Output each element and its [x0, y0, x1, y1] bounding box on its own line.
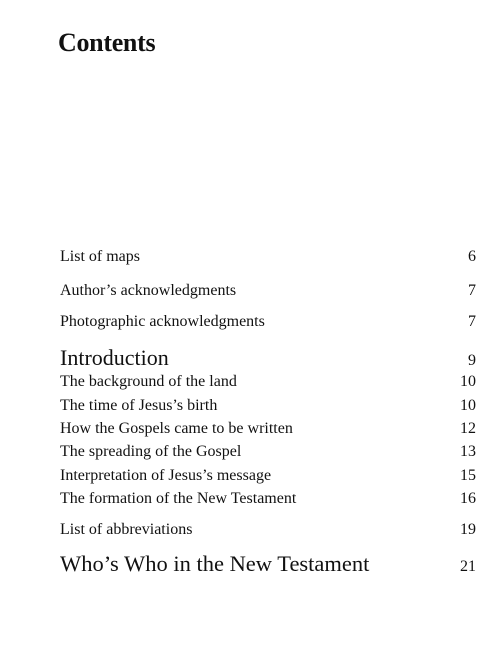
- toc-entry-page: 7: [468, 282, 476, 299]
- toc-entry-how-gospels-came-to-be-written: [60, 420, 476, 438]
- toc-entry-label: Who’s Who in the New Testament: [60, 551, 370, 576]
- toc-entry-page: 15: [460, 467, 476, 484]
- toc-entry-label: Introduction: [60, 345, 169, 370]
- toc-entry-background-of-the-land: [60, 373, 476, 391]
- toc-entry-label: Author’s acknowledgments: [60, 282, 237, 299]
- toc-entry-page: 12: [460, 420, 476, 437]
- toc-entry-page: 19: [460, 521, 476, 538]
- toc-entry-label: The spreading of the Gospel: [60, 443, 242, 460]
- toc-entry-formation-of-new-testament: [60, 490, 476, 508]
- toc-entry-label: The formation of the New Testament: [60, 490, 297, 507]
- toc-entry-page: 9: [468, 352, 476, 369]
- toc-entry-label: List of maps: [60, 248, 140, 265]
- toc-entry-introduction: [60, 345, 476, 371]
- toc-entry-label: The time of Jesus’s birth: [60, 397, 218, 414]
- toc-entry-list-of-maps: [60, 248, 476, 266]
- toc-entry-time-of-jesus-birth: [60, 397, 476, 415]
- toc-entry-authors-acknowledgments: [60, 282, 476, 300]
- toc-entry-label: How the Gospels came to be written: [60, 420, 293, 437]
- toc-entry-spreading-of-the-gospel: [60, 443, 476, 461]
- toc-entry-label: The background of the land: [60, 373, 237, 390]
- toc-entry-page: 13: [460, 443, 476, 460]
- toc-entry-page: 21: [460, 558, 476, 575]
- page-title: Contents: [58, 28, 156, 57]
- toc-entry-page: 10: [460, 373, 476, 390]
- toc-entry-page: 7: [468, 313, 476, 330]
- toc-entry-page: 10: [460, 397, 476, 414]
- toc-entry-label: Interpretation of Jesus’s message: [60, 467, 272, 484]
- toc-entry-photographic-acknowledgments: [60, 313, 476, 331]
- toc-entry-page: 6: [468, 248, 476, 265]
- toc-entry-interpretation-of-jesus-message: [60, 467, 476, 485]
- toc-entry-whos-who-in-new-testament: [60, 551, 476, 577]
- toc-entry-label: Photographic acknowledgments: [60, 313, 265, 330]
- toc-entry-list-of-abbreviations: [60, 521, 476, 539]
- toc-entry-label: List of abbreviations: [60, 521, 193, 538]
- toc-entry-page: 16: [460, 490, 476, 507]
